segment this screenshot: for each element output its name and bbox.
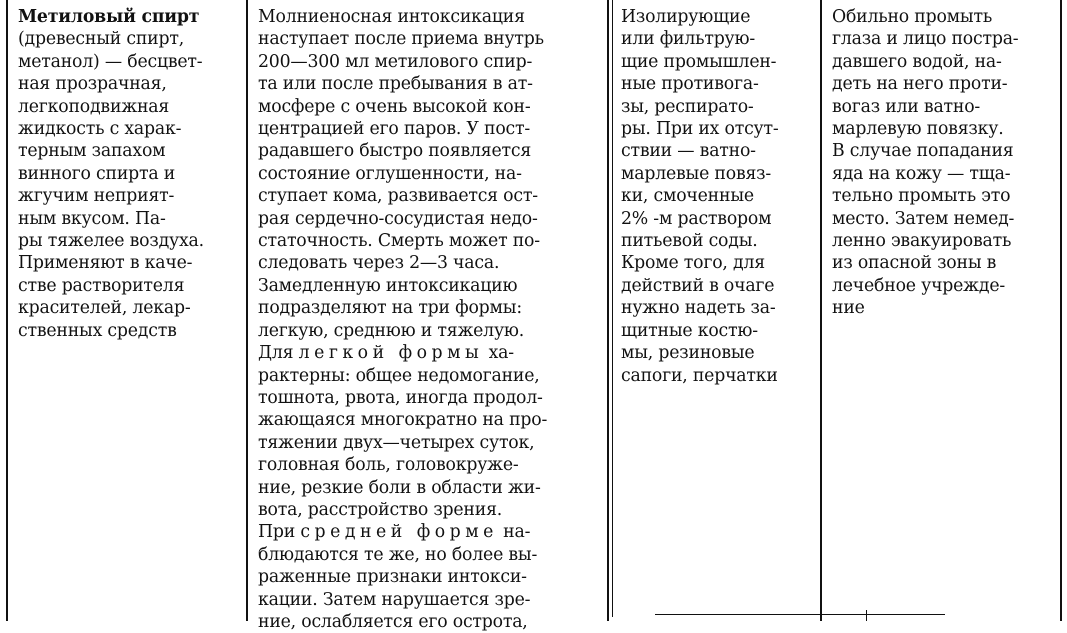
text-line <box>621 208 779 230</box>
text-line <box>18 73 204 95</box>
text-segment: та или после пребывания в ат- <box>258 74 533 95</box>
text-line <box>258 499 547 521</box>
text-line <box>18 51 204 73</box>
text-line <box>832 297 1018 319</box>
text-segment: вогаз или ватно- <box>832 96 981 117</box>
text-segment: лечебное учрежде- <box>832 275 1005 296</box>
column-divider-2 <box>607 0 609 621</box>
text-line <box>832 208 1018 230</box>
text-line <box>18 208 204 230</box>
text-segment: состояние оглушенности, на- <box>258 163 522 184</box>
text-segment: щитные костю- <box>621 320 758 341</box>
text-line <box>621 163 779 185</box>
text-segment: ственных средств <box>18 320 177 341</box>
text-line <box>258 521 547 543</box>
text-segment: легкую, среднюю и тяжелую. <box>258 320 525 341</box>
text-line <box>258 611 547 633</box>
text-segment: ная прозрачная, <box>18 74 167 95</box>
text-segment: блюдаются те же, но более вы- <box>258 544 538 565</box>
text-line <box>621 342 779 364</box>
text-segment: ние, ослабляется его острота, <box>258 611 528 632</box>
text-line <box>258 342 547 364</box>
text-segment: нужно надеть за- <box>621 298 776 319</box>
text-line <box>258 566 547 588</box>
text-segment: на- <box>497 522 531 543</box>
text-line <box>18 252 204 274</box>
text-line <box>621 297 779 319</box>
text-segment: рая сердечно-сосудистая недо- <box>258 208 538 229</box>
bold-text: Метиловый спирт <box>18 7 200 27</box>
text-segment: ные противога- <box>621 74 759 95</box>
column-divider-3 <box>820 0 822 621</box>
text-line <box>258 6 547 28</box>
text-line <box>621 230 779 252</box>
text-line <box>832 275 1018 297</box>
column-first-aid <box>832 6 1018 320</box>
text-segment: наступает после приема внутрь <box>258 29 544 50</box>
text-segment: марлевые повяз- <box>621 163 772 184</box>
text-line <box>258 320 547 342</box>
text-segment: подразделяют на три формы: <box>258 298 522 319</box>
text-line <box>621 73 779 95</box>
text-line <box>258 432 547 454</box>
text-segment: (древесный спирт, <box>18 29 185 50</box>
column-divider-1 <box>246 0 248 621</box>
text-segment: питьевой соды. <box>621 231 758 252</box>
text-segment: рактерны: общее недомогание, <box>258 365 540 386</box>
text-line <box>258 409 547 431</box>
text-segment: давшего водой, на- <box>832 51 1002 72</box>
text-line <box>621 140 779 162</box>
text-segment: глаза и лицо постра- <box>832 29 1019 50</box>
text-line <box>621 6 779 28</box>
text-line <box>621 320 779 342</box>
text-line <box>621 118 779 140</box>
text-line <box>258 118 547 140</box>
text-segment: Молниеносная интоксикация <box>258 7 525 27</box>
text-line <box>18 230 204 252</box>
text-segment: стве растворителя <box>18 275 185 296</box>
text-line <box>258 51 547 73</box>
text-segment: жающаяся многократно на про- <box>258 410 548 431</box>
text-line <box>258 96 547 118</box>
text-segment: винного спирта и <box>18 163 176 184</box>
text-line <box>832 6 1018 28</box>
text-segment: При <box>258 522 301 543</box>
left-border-line <box>6 0 8 621</box>
text-line <box>621 96 779 118</box>
text-line <box>258 477 547 499</box>
text-line <box>832 140 1018 162</box>
column-protection <box>621 6 779 387</box>
text-line <box>258 73 547 95</box>
text-line <box>258 208 547 230</box>
text-line <box>18 118 204 140</box>
text-segment: ры тяжелее воздуха. <box>18 231 204 252</box>
text-segment: зы, респирато- <box>621 96 754 117</box>
text-segment: ленно эвакуировать <box>832 231 1012 252</box>
text-segment: место. Затем немед- <box>832 208 1015 229</box>
text-segment: или фильтрую- <box>621 29 756 50</box>
text-segment: терным запахом <box>18 141 166 162</box>
text-line <box>621 28 779 50</box>
text-segment: марлевую повязку. <box>832 119 1004 140</box>
text-line <box>621 275 779 297</box>
column-intoxication <box>258 6 547 633</box>
text-line <box>258 454 547 476</box>
text-line <box>258 275 547 297</box>
text-line <box>832 163 1018 185</box>
text-segment: Применяют в каче- <box>18 253 193 274</box>
text-line <box>258 544 547 566</box>
text-line <box>258 185 547 207</box>
text-line <box>832 28 1018 50</box>
text-segment: радавшего быстро появляется <box>258 141 532 162</box>
text-segment: 200—300 мл метилового спир- <box>258 51 533 72</box>
text-line <box>621 365 779 387</box>
text-segment: следовать через 2—3 часа. <box>258 253 500 274</box>
text-segment: яда на кожу — тща- <box>832 163 1011 184</box>
text-line <box>621 51 779 73</box>
text-segment: кации. Затем нарушается зре- <box>258 589 531 610</box>
text-line <box>258 163 547 185</box>
text-segment: тельно промыть это <box>832 186 1011 207</box>
text-line <box>258 365 547 387</box>
text-segment: тяжении двух—четырех суток, <box>258 432 535 453</box>
text-line <box>621 252 779 274</box>
text-segment: Изолирующие <box>621 7 751 27</box>
text-segment: Для <box>258 343 299 364</box>
text-line <box>18 320 204 342</box>
text-segment: 2% -м раствором <box>621 208 772 229</box>
text-line <box>258 297 547 319</box>
text-segment: Кроме того, для <box>621 253 765 274</box>
column-divider-2b <box>612 0 613 617</box>
text-line <box>832 73 1018 95</box>
text-segment: щие промышлен- <box>621 51 777 72</box>
bottom-rule-fragment <box>655 614 945 615</box>
text-segment: сапоги, перчатки <box>621 365 778 386</box>
text-segment: метанол) — бесцвет- <box>18 51 203 72</box>
text-segment: жидкость с харак- <box>18 119 182 140</box>
text-segment: жгучим неприят- <box>18 186 175 207</box>
text-segment: деть на него проти- <box>832 74 1008 95</box>
text-line <box>832 230 1018 252</box>
text-line <box>258 387 547 409</box>
text-line <box>832 51 1018 73</box>
text-segment: ным вкусом. Па- <box>18 208 166 229</box>
text-line <box>18 28 204 50</box>
text-line <box>832 185 1018 207</box>
text-line <box>832 252 1018 274</box>
spaced-emphasis-text: средней форме <box>300 522 498 543</box>
text-line <box>18 297 204 319</box>
text-segment: ние <box>832 298 865 319</box>
text-segment: Замедленную интоксикацию <box>258 275 518 296</box>
text-line <box>18 96 204 118</box>
text-segment: статочность. Смерть может по- <box>258 231 540 252</box>
text-segment: мосфере с очень высокой кон- <box>258 96 531 117</box>
text-segment: ступает кома, развивается ост- <box>258 186 538 207</box>
text-line <box>258 589 547 611</box>
text-line <box>258 252 547 274</box>
text-segment: ствии — ватно- <box>621 141 756 162</box>
text-segment: В случае попадания <box>832 141 1014 162</box>
text-segment: красителей, лекар- <box>18 298 191 319</box>
text-line <box>258 28 547 50</box>
text-segment: центрацией его паров. У пост- <box>258 119 531 140</box>
column-substance <box>18 6 204 342</box>
text-line <box>258 140 547 162</box>
text-line <box>621 185 779 207</box>
text-segment: из опасной зоны в <box>832 253 997 274</box>
text-segment: легкоподвижная <box>18 96 170 117</box>
text-line <box>258 230 547 252</box>
right-border-line <box>1060 0 1062 621</box>
text-line <box>832 118 1018 140</box>
text-segment: ха- <box>483 343 514 364</box>
text-line <box>18 163 204 185</box>
text-segment: раженные признаки интокси- <box>258 567 527 588</box>
text-line <box>832 96 1018 118</box>
text-segment: вота, расстройство зрения. <box>258 499 503 520</box>
text-segment: головная боль, головокруже- <box>258 455 519 476</box>
text-segment: действий в очаге <box>621 275 775 296</box>
spaced-emphasis-text: легкой формы <box>298 343 484 364</box>
text-segment: ры. При их отсут- <box>621 119 779 140</box>
text-segment: Обильно промыть <box>832 7 993 27</box>
bottom-tick <box>866 610 867 621</box>
text-segment: тошнота, рвота, иногда продол- <box>258 387 543 408</box>
text-line <box>18 275 204 297</box>
text-line <box>18 6 204 28</box>
text-line <box>18 140 204 162</box>
text-segment: мы, резиновые <box>621 343 755 364</box>
text-line <box>18 185 204 207</box>
text-segment: ние, резкие боли в области жи- <box>258 477 541 498</box>
text-segment: ки, смоченные <box>621 186 754 207</box>
